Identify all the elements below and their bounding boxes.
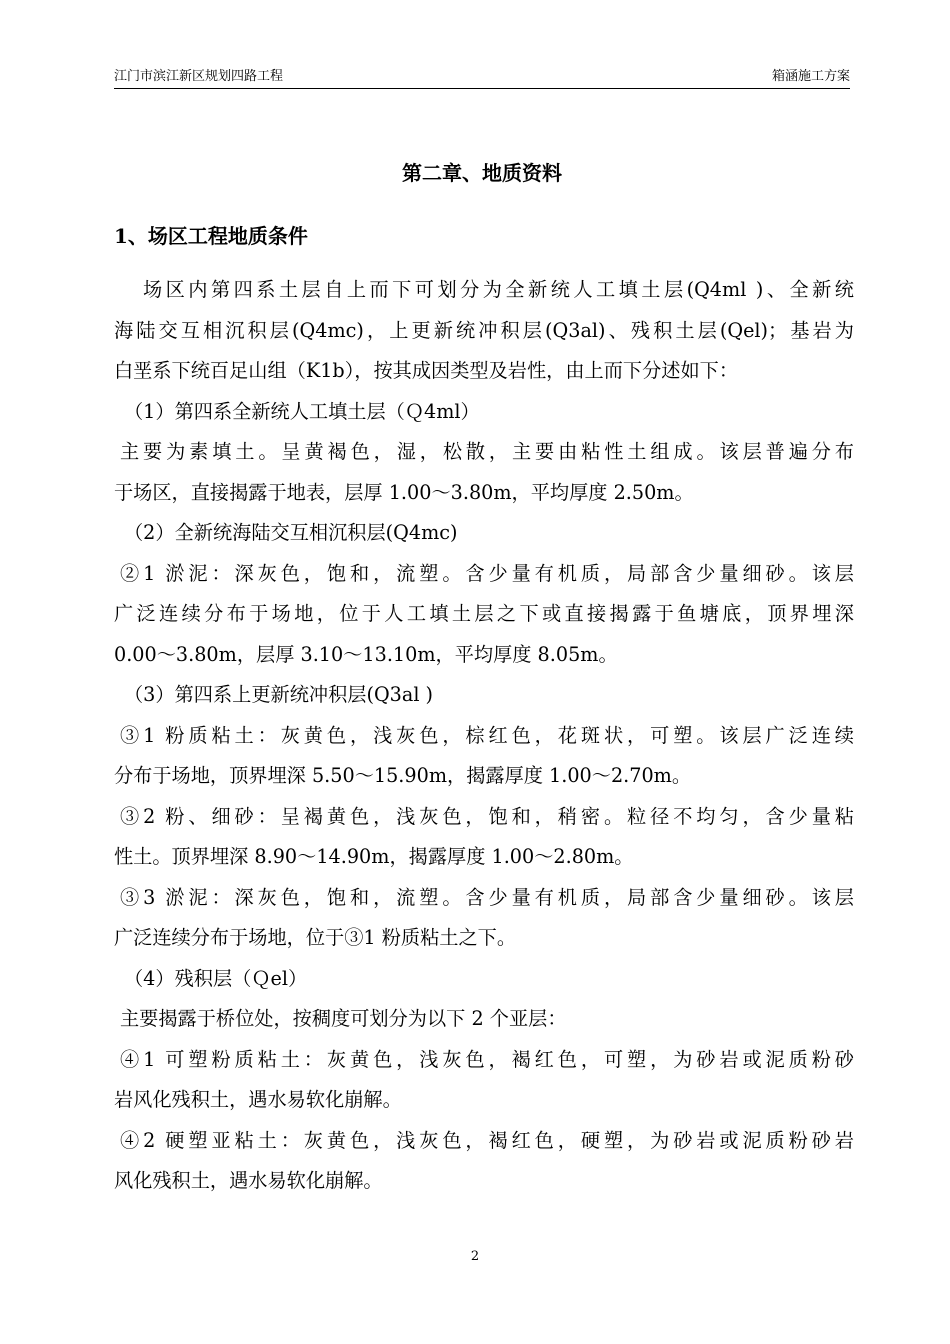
text-line: ④2 硬塑亚粘土：灰黄色，浅灰色，褐红色，硬塑，为砂岩或泥质粉砂岩 bbox=[120, 1128, 854, 1152]
page-number: 2 bbox=[470, 1249, 480, 1264]
section-title: 1、场区工程地质条件 bbox=[114, 224, 308, 248]
text-line: ③2 粉、细砂：呈褐黄色，浅灰色，饱和，稍密。粒径不均匀，含少量粘 bbox=[120, 804, 854, 828]
text-line: 岩风化残积土，遇水易软化崩解。 bbox=[114, 1088, 402, 1111]
page-header bbox=[114, 66, 850, 89]
text-line: 分布于场地，顶界埋深 5.50～15.90m，揭露厚度 1.00～2.70m。 bbox=[114, 764, 692, 787]
header-document-name: 箱涵施工方案 bbox=[771, 69, 850, 84]
text-line: 于场区，直接揭露于地表，层厚 1.00～3.80m，平均厚度 2.50m。 bbox=[114, 480, 694, 504]
text-line: ④1 可塑粉质粘土：灰黄色，浅灰色，褐红色，可塑，为砂岩或泥质粉砂 bbox=[120, 1047, 854, 1071]
text-line: （2）全新统海陆交互相沉积层(Q4mc) bbox=[124, 521, 458, 544]
text-line: 广泛连续分布于场地，位于③1 粉质粘土之下。 bbox=[114, 926, 517, 949]
chapter-title: 第二章、地质资料 bbox=[402, 161, 562, 185]
header-project-name: 江门市滨江新区规划四路工程 bbox=[114, 69, 284, 84]
text-line: 白垩系下统百足山组（K1b），按其成因类型及岩性，由上而下分述如下： bbox=[114, 359, 739, 382]
text-line: （4）残积层（Ｑel） bbox=[124, 966, 308, 990]
text-line: 海陆交互相沉积层(Q4mc)，上更新统冲积层(Q3al)、残积土层(Qel)；基岩为 bbox=[114, 318, 854, 342]
body-text bbox=[114, 270, 854, 1202]
text-line: 主要为素填土。呈黄褐色，湿，松散，主要由粘性土组成。该层普遍分布 bbox=[120, 440, 854, 463]
text-line: 场区内第四系土层自上而下可划分为全新统人工填土层(Q4ml )、全新统 bbox=[143, 278, 854, 301]
text-line: （3）第四系上更新统冲积层(Q3al ) bbox=[124, 683, 434, 706]
text-line: 风化残积土，遇水易软化崩解。 bbox=[114, 1169, 383, 1192]
text-line: ③1 粉质粘土：灰黄色，浅灰色，棕红色，花斑状，可塑。该层广泛连续 bbox=[120, 723, 854, 747]
text-line: 0.00～3.80m，层厚 3.10～13.10m，平均厚度 8.05m。 bbox=[114, 642, 618, 666]
text-line: ②1 淤泥：深灰色，饱和，流塑。含少量有机质，局部含少量细砂。该层 bbox=[120, 561, 854, 585]
text-line: （1）第四系全新统人工填土层（Ｑ4ml） bbox=[124, 399, 480, 423]
text-line: 主要揭露于桥位处，按稠度可划分为以下 2 个亚层： bbox=[120, 1007, 567, 1030]
text-line: 性土。顶界埋深 8.90～14.90m，揭露厚度 1.00～2.80m。 bbox=[114, 845, 634, 868]
text-line: ③3 淤泥：深灰色，饱和，流塑。含少量有机质，局部含少量细砂。该层 bbox=[120, 885, 854, 909]
text-line: 广泛连续分布于场地，位于人工填土层之下或直接揭露于鱼塘底，顶界埋深 bbox=[114, 602, 854, 625]
